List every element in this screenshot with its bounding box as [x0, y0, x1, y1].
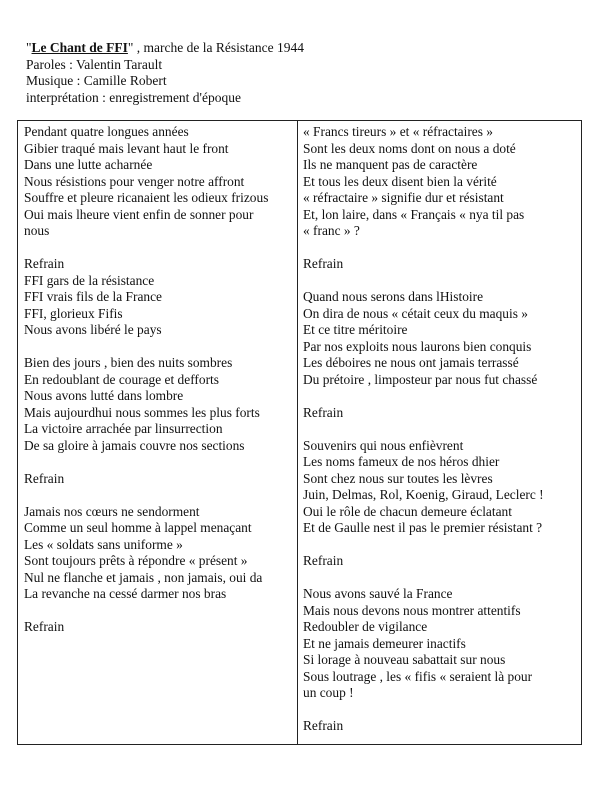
- lyric-line: [24, 487, 292, 504]
- lyric-line: Comme un seul homme à lappel menaçant: [24, 520, 252, 535]
- lyric-line: [24, 240, 292, 257]
- lyric-line: Nous avons sauvé la France: [303, 586, 453, 601]
- lyric-line: nous: [24, 223, 50, 238]
- lyric-line: La victoire arrachée par linsurrection: [24, 421, 223, 436]
- lyric-line: Les noms fameux de nos héros dhier: [303, 454, 500, 469]
- lyric-line: Et ne jamais demeurer inactifs: [303, 635, 466, 651]
- lyric-line: Souvenirs qui nous enfièvrent: [303, 437, 464, 453]
- document-header: [26, 40, 304, 106]
- lyric-line: Dans une lutte acharnée: [24, 157, 153, 172]
- title-subtitle: " , marche de la Résistance 1944: [127, 40, 304, 55]
- lyrics-table: [17, 120, 582, 745]
- lyric-line: un coup !: [303, 685, 354, 700]
- lyric-line: Par nos exploits nous laurons bien conquis: [303, 338, 532, 354]
- lyric-line: Mais nous devons nous montrer attentifs: [303, 602, 521, 618]
- performance-credit: interprétation : enregistrement d'époque: [26, 89, 241, 105]
- lyric-line: FFI, glorieux Fifis: [24, 305, 123, 321]
- lyric-line: On dira de nous « cétait ceux du maquis »: [303, 305, 528, 321]
- lyric-line: De sa gloire à jamais couvre nos sections: [24, 437, 245, 453]
- lyric-line: Et, lon laire, dans « Français « nya til pas: [303, 206, 525, 222]
- lyric-line: La revanche na cessé darmer nos bras: [24, 586, 227, 601]
- lyric-line: En redoublant de courage et defforts: [24, 371, 219, 387]
- lyric-line: Refrain: [303, 404, 344, 420]
- lyric-line: Mais aujourdhui nous sommes les plus forts: [24, 404, 260, 420]
- lyric-line: Oui mais lheure vient enfin de sonner pour: [24, 206, 254, 222]
- lyric-line: Ils ne manquent pas de caractère: [303, 157, 478, 172]
- lyric-line: Gibier traqué mais levant haut le front: [24, 140, 229, 156]
- left-lyrics-column: [24, 124, 292, 636]
- lyric-line: Refrain: [303, 256, 344, 271]
- lyric-line: [24, 454, 292, 471]
- lyric-line: Refrain: [24, 470, 65, 486]
- title-open-quote: ": [26, 40, 32, 55]
- lyric-line: Souffre et pleure ricanaient les odieux frizous: [24, 190, 269, 205]
- lyric-line: Si lorage à nouveau sabattait sur nous: [303, 652, 506, 667]
- lyrics-credit: Paroles : Valentin Tarault: [26, 56, 163, 72]
- lyric-line: Bien des jours , bien des nuits sombres: [24, 355, 233, 370]
- lyric-line: Refrain: [24, 256, 65, 271]
- lyric-line: Sous loutrage , les « fifis « seraient là pour: [303, 668, 533, 684]
- lyric-line: Refrain: [303, 718, 344, 733]
- lyric-line: Nul ne flanche et jamais , non jamais, oui da: [24, 569, 263, 585]
- lyric-line: Nous avons libéré le pays: [24, 322, 162, 337]
- lyric-line: Et tous les deux disent bien la vérité: [303, 173, 497, 189]
- lyric-line: [303, 537, 578, 554]
- lyric-line: Refrain: [303, 553, 344, 568]
- lyric-line: [24, 339, 292, 356]
- lyric-line: [303, 273, 578, 290]
- lyric-line: Quand nous serons dans lHistoire: [303, 289, 484, 304]
- lyric-line: Redoubler de vigilance: [303, 619, 428, 634]
- song-title: Le Chant de FFI: [31, 40, 128, 55]
- lyric-line: Refrain: [24, 619, 65, 634]
- lyric-line: [24, 603, 292, 620]
- lyric-line: FFI vrais fils de la France: [24, 289, 162, 304]
- lyric-line: [303, 570, 578, 587]
- column-divider: [297, 121, 298, 744]
- lyric-line: [303, 702, 578, 719]
- lyric-line: Pendant quatre longues années: [24, 124, 189, 139]
- lyric-line: Nous avons lutté dans lombre: [24, 388, 184, 403]
- lyric-line: [303, 421, 578, 438]
- right-lyrics-column: [303, 124, 578, 735]
- lyric-line: Sont chez nous sur toutes les lèvres: [303, 470, 493, 486]
- lyric-line: Oui le rôle de chacun demeure éclatant: [303, 503, 512, 519]
- song-title-line: [26, 40, 304, 57]
- lyric-line: « Francs tireurs » et « réfractaires »: [303, 124, 493, 139]
- lyric-line: Jamais nos cœurs ne sendorment: [24, 503, 200, 519]
- lyric-line: Juin, Delmas, Rol, Koenig, Giraud, Leclerc !: [303, 487, 544, 502]
- lyric-line: Du prétoire , limposteur par nous fut chassé: [303, 371, 538, 387]
- lyric-line: « franc » ?: [303, 223, 360, 238]
- lyric-line: Les déboires ne nous ont jamais terrassé: [303, 355, 519, 370]
- lyric-line: FFI gars de la résistance: [24, 272, 155, 288]
- lyric-line: « réfractaire » signifie dur et résistant: [303, 190, 504, 205]
- lyric-line: Les « soldats sans uniforme »: [24, 536, 183, 552]
- lyric-line: Et ce titre méritoire: [303, 322, 408, 337]
- lyric-line: Et de Gaulle nest il pas le premier résistant ?: [303, 520, 543, 535]
- lyric-line: Nous résistions pour venger notre affront: [24, 173, 245, 189]
- lyric-line: Sont toujours prêts à répondre « présent »: [24, 553, 248, 568]
- lyric-line: [303, 240, 578, 257]
- lyric-line: Sont les deux noms dont on nous a doté: [303, 140, 516, 156]
- lyric-line: [303, 388, 578, 405]
- music-credit: Musique : Camille Robert: [26, 73, 167, 88]
